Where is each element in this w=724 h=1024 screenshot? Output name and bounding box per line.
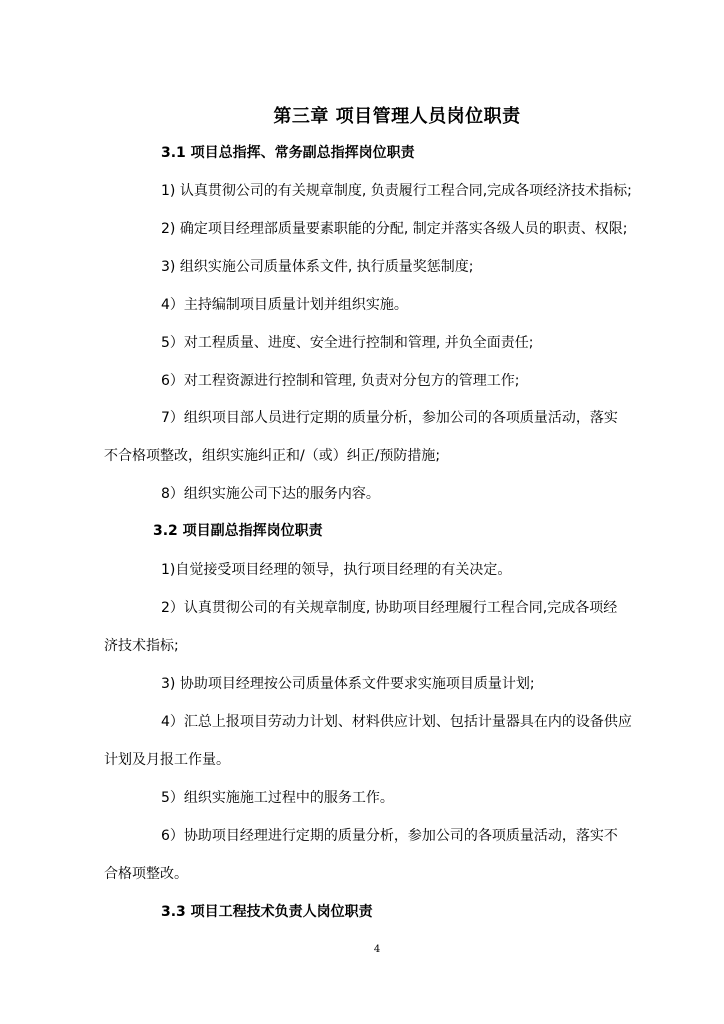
paragraph-line: 3) 组织实施公司质量体系文件, 执行质量奖惩制度; [161, 259, 474, 275]
paragraph-line: 5）对工程质量、进度、安全进行控制和管理, 并负全面责任; [161, 335, 534, 351]
paragraph-line: 2) 确定项目经理部质量要素职能的分配, 制定并落实各级人员的职责、权限; [161, 221, 628, 237]
chapter-title: 第三章 项目管理人员岗位职责 [273, 106, 521, 127]
paragraph-line: 4）汇总上报项目劳动力计划、材料供应计划、包括计量器具在内的设备供应 [161, 714, 632, 730]
paragraph-line: 7）组织项目部人员进行定期的质量分析，参加公司的各项质量活动，落实 [161, 410, 618, 426]
paragraph-line: 6）对工程资源进行控制和管理, 负责对分包方的管理工作; [161, 373, 520, 389]
paragraph-line: 2）认真贯彻公司的有关规章制度, 协助项目经理履行工程合同,完成各项经 [161, 600, 618, 616]
paragraph-line: 8）组织实施公司下达的服务内容。 [161, 486, 380, 502]
paragraph-line: 计划及月报工作量。 [104, 752, 230, 768]
paragraph-line: 合格项整改。 [104, 866, 188, 882]
paragraph-line: 4）主持编制项目质量计划并组织实施。 [161, 297, 408, 313]
section-heading-3-3: 3.3 项目工程技术负责人岗位职责 [161, 904, 373, 920]
section-heading-3-1: 3.1 项目总指挥、常务副总指挥岗位职责 [161, 145, 415, 161]
paragraph-line: 1) 认真贯彻公司的有关规章制度, 负责履行工程合同,完成各项经济技术指标; [161, 183, 632, 199]
section-heading-3-2: 3.2 项目副总指挥岗位职责 [153, 523, 323, 539]
paragraph-line: 3) 协助项目经理按公司质量体系文件要求实施项目质量计划; [161, 676, 535, 692]
paragraph-line: 5）组织实施施工过程中的服务工作。 [161, 790, 394, 806]
page-number: 4 [373, 944, 381, 955]
paragraph-line: 1)自觉接受项目经理的领导，执行项目经理的有关决定。 [161, 562, 512, 578]
paragraph-line: 济技术指标; [104, 638, 179, 654]
paragraph-line: 不合格项整改，组织实施纠正和/（或）纠正/预防措施; [104, 448, 441, 464]
paragraph-line: 6）协助项目经理进行定期的质量分析，参加公司的各项质量活动，落实不 [161, 828, 618, 844]
